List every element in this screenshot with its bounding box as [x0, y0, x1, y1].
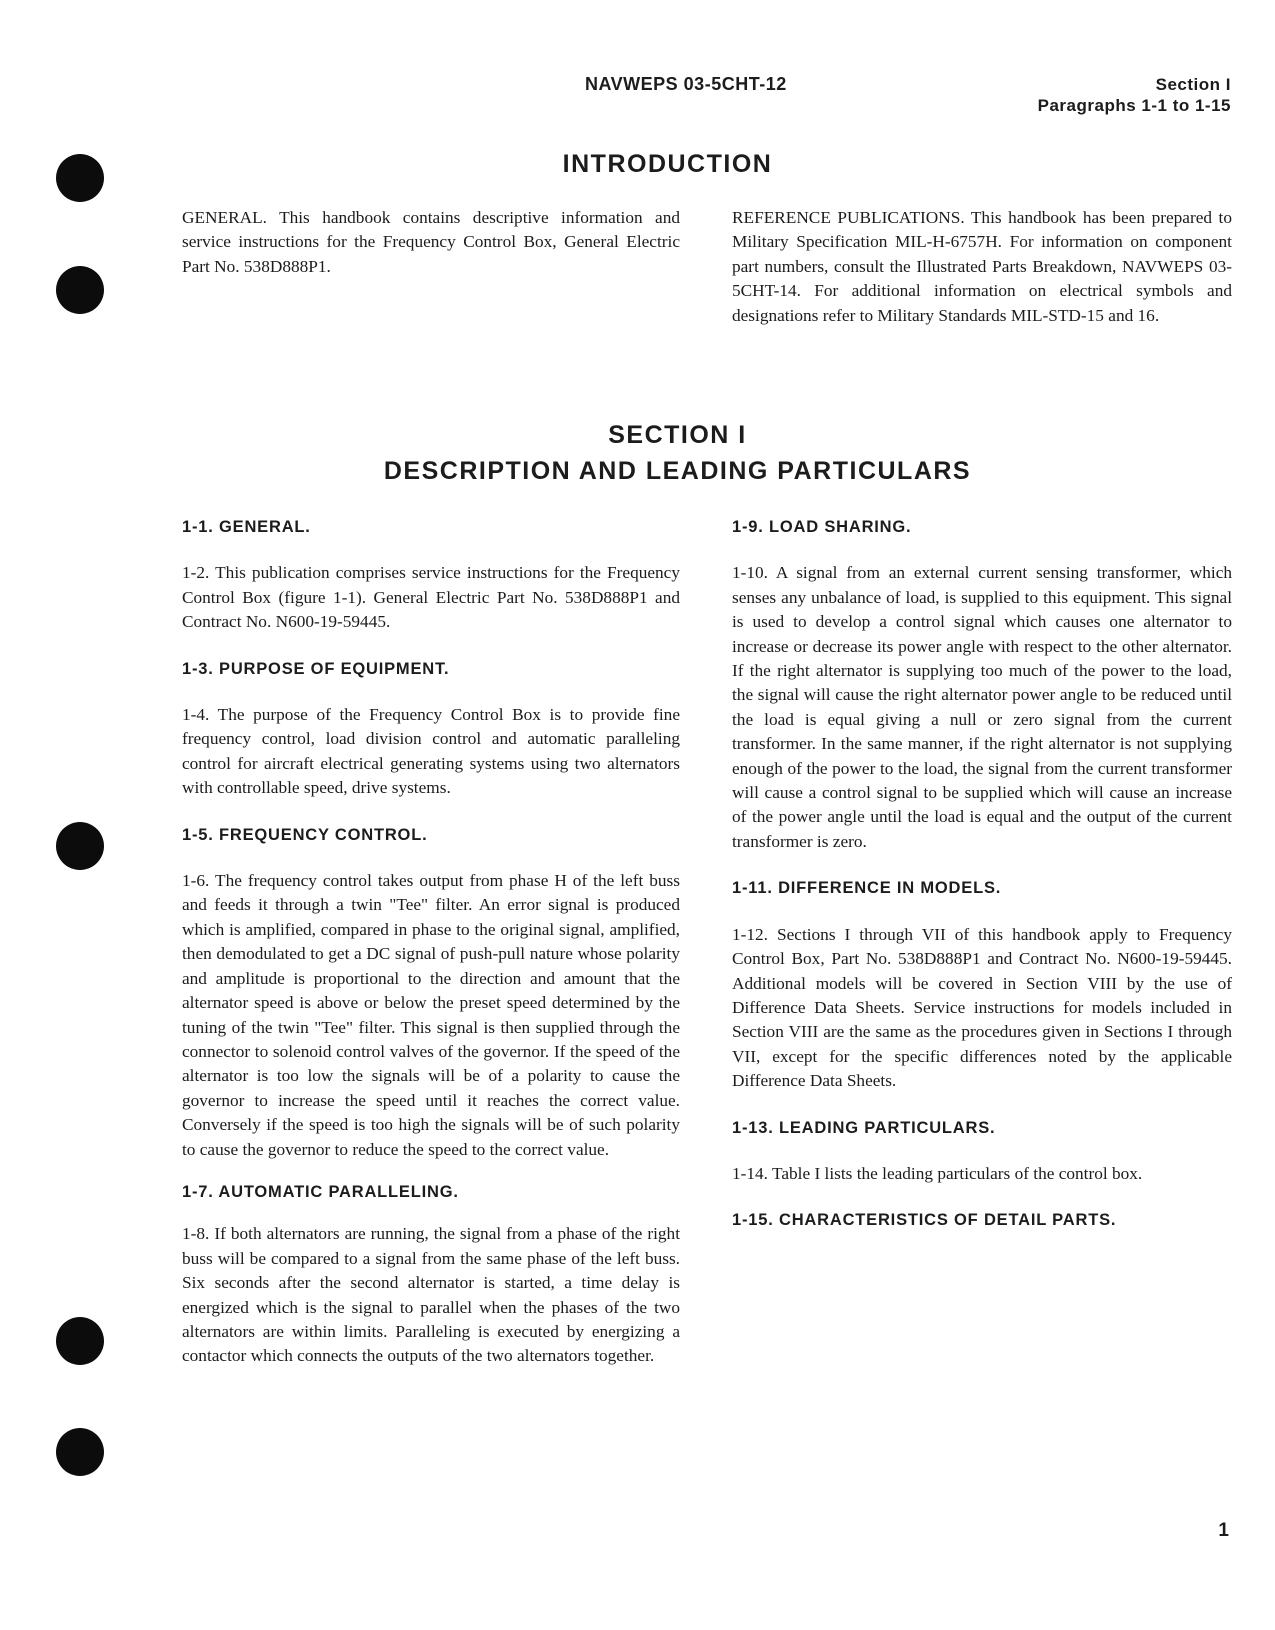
section-label: Section I [1155, 75, 1231, 94]
heading-1-11: 1-11. DIFFERENCE IN MODELS. [732, 879, 1002, 898]
binder-hole [56, 822, 104, 870]
page-number: 1 [1218, 1520, 1229, 1541]
heading-1-1: 1-1. GENERAL. [182, 518, 311, 536]
binder-hole [56, 266, 104, 314]
heading-1-15: 1-15. CHARACTERISTICS OF DETAIL PARTS. [732, 1211, 1117, 1230]
paragraph-1-8: 1-8. If both alternators are running, the signal from a phase of the right buss will be compared to a signal from the same phase of the left buss. Six seconds after the second alternator is started, a time delay is energized which is the signal to parallel when the phases of the two alternators are within limits. Paralleling is executed by energizing a contactor which connects the outputs of the two alternators together. [182, 1224, 680, 1366]
intro-reference-text: REFERENCE PUBLICATIONS. This handbook has been prepared to Military Specification MIL-H-6757H. For information on component part numbers, consult the Illustrated Parts Breakdown, NAVWEPS 03-5CHT-14. For additional information on electrical symbols and designations refer to Military Standards MIL-STD-15 and 16. [732, 208, 1232, 325]
intro-general [182, 206, 680, 279]
binder-hole [56, 1428, 104, 1476]
section-reference [1038, 74, 1231, 116]
heading-1-5: 1-5. FREQUENCY CONTROL. [182, 825, 428, 844]
paragraph-1-10: 1-10. A signal from an external current sensing transformer, which senses any unbalance of load, is supplied to this equipment. This signal is used to develop a control signal which causes one alternator to increase or decrease its power angle with respect to the other alternator. If the right alternator is supplying too much of the power to the load, the signal will cause the right alternator power angle to be reduced until the load is equal giving a null or zero signal from the current transformer. In the same manner, if the right alternator is not supplying enough of the power to the load, the signal from the current transformer will cause a control signal to be supplied which will cause an increase of the power angle until the load is equal and the output of the current transformer is zero. [732, 563, 1232, 851]
heading-1-7: 1-7. AUTOMATIC PARALLELING. [182, 1182, 459, 1201]
binder-hole [56, 1317, 104, 1365]
right-column [732, 515, 1232, 1233]
intro-general-text: GENERAL. This handbook contains descriptive information and service instructions for the Frequency Control Box, General Electric Part No. 538D888P1. [182, 208, 680, 276]
heading-1-13: 1-13. LEADING PARTICULARS. [732, 1118, 996, 1137]
section-title: SECTION I [608, 421, 747, 449]
section-subtitle: DESCRIPTION AND LEADING PARTICULARS [383, 457, 972, 485]
left-column [182, 515, 680, 1369]
paragraph-1-2: 1-2. This publication comprises service instructions for the Frequency Control Box (figure 1-1). General Electric Part No. 538D888P1 and Contract No. N600-19-59445. [182, 563, 680, 632]
publication-number: NAVWEPS 03-5CHT-12 [585, 74, 787, 94]
heading-1-3: 1-3. PURPOSE OF EQUIPMENT. [182, 659, 450, 678]
paragraph-1-14: 1-14. Table I lists the leading particulars of the control box. [732, 1163, 1143, 1183]
paragraph-1-12: 1-12. Sections I through VII of this handbook apply to Frequency Control Box, Part No. 538D888P1 and Contract No. N600-19-59445. Additional models will be covered in Section VIII by the use of Difference Data Sheets. Service instructions for models included in Section VIII are the same as the procedures given in Sections I through VII, except for the specific differences noted by the applicable Difference Data Sheets. [732, 924, 1232, 1091]
paragraph-range: Paragraphs 1-1 to 1-15 [1037, 96, 1231, 115]
paragraph-1-6: 1-6. The frequency control takes output from phase H of the left buss and feeds it through a twin "Tee" filter. An error signal is produced which is amplified, compared in phase to the original signal, amplified, then demodulated to get a DC signal of push-pull nature whose polarity and amplitude is proportional to the direction and amount that the alternator speed is above or below the preset speed determined by the tuning of the twin "Tee" filter. This signal is then supplied through the connector to solenoid control valves of the governor. If the speed of the alternator is too low the signals will be of a polarity to cause the governor to increase the speed until it reaches the correct value. Conversely if the speed is too high the signals will be of such polarity to cause the governor to reduce the speed to the correct value. [182, 871, 680, 1159]
introduction-title: INTRODUCTION [562, 150, 773, 178]
heading-1-9: 1-9. LOAD SHARING. [732, 518, 912, 536]
intro-reference [732, 206, 1232, 328]
paragraph-1-4: 1-4. The purpose of the Frequency Control Box is to provide fine frequency control, load division control and automatic paralleling control for aircraft electrical generating systems using two alternators with controllable speed, drive systems. [182, 705, 680, 798]
